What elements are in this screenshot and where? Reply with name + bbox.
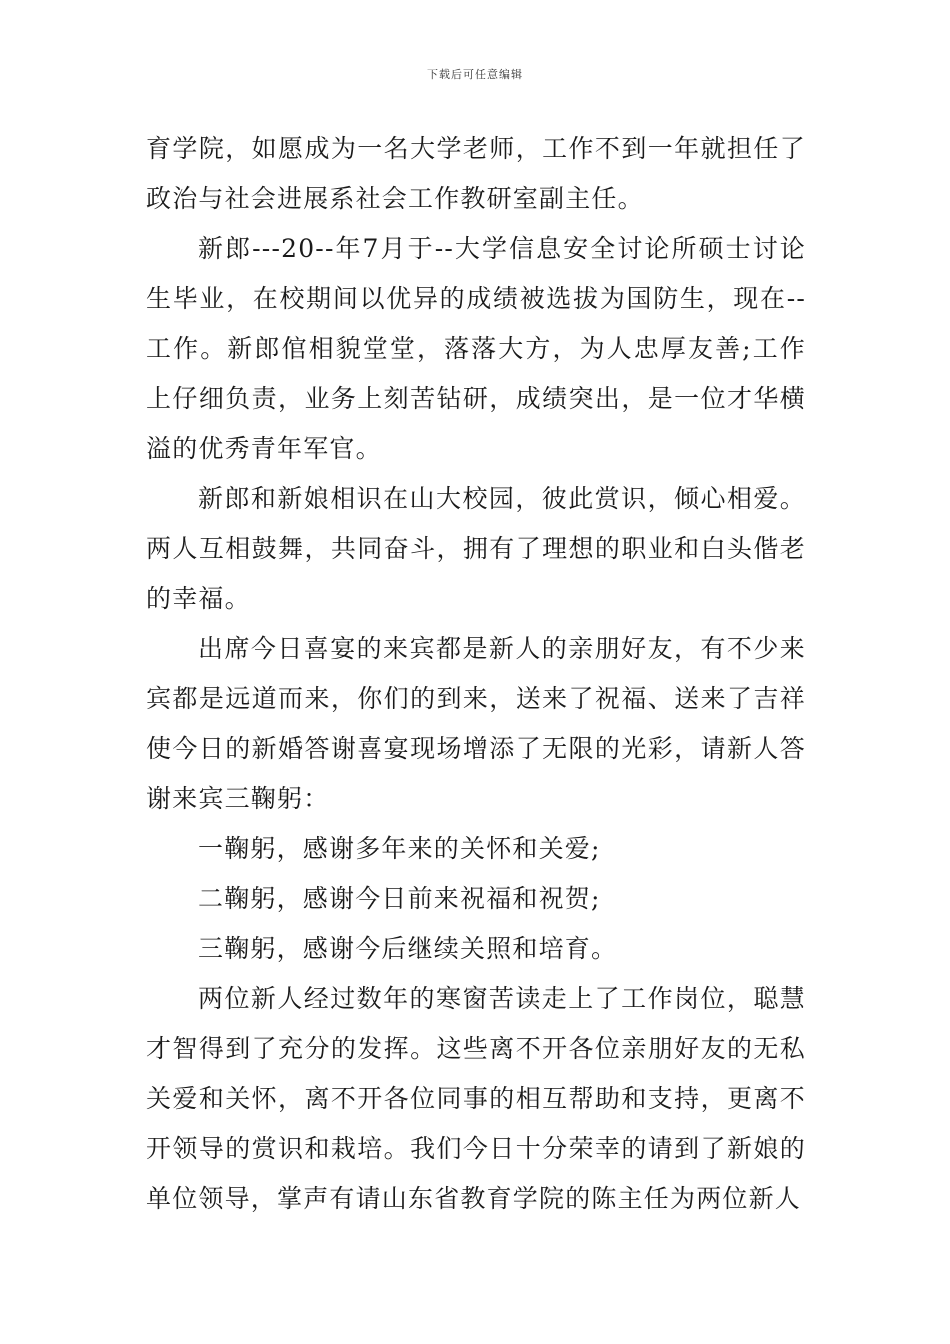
paragraph-third-bow: 三鞠躬，感谢今后继续关照和培育。 <box>198 934 618 963</box>
paragraph-couple-story: 新郎和新娘相识在山大校园，彼此赏识，倾心相爱。两人互相鼓舞，共同奋斗，拥有了理想的职业和白头偕老的幸福。 <box>146 484 806 613</box>
page-header-note: 下载后可任意编辑 <box>427 68 523 81</box>
paragraph-guests-thanks: 出席今日喜宴的来宾都是新人的亲朋好友，有不少来宾都是远道而来，你们的到来，送来了祝福、送来了吉祥使今日的新婚答谢喜宴现场增添了无限的光彩，请新人答谢来宾三鞠躬： <box>146 634 806 813</box>
paragraph-leader-invite: 两位新人经过数年的寒窗苦读走上了工作岗位，聪慧才智得到了充分的发挥。这些离不开各位亲朋好友的无私关爱和关怀，离不开各位同事的相互帮助和支持，更离不开领导的赏识和栽培。我们今日十分荣幸的请到了新娘的单位领导，掌声有请山东省教育学院的陈主任为两位新人 <box>146 984 806 1213</box>
document-body <box>146 124 806 1224</box>
paragraph-continued: 育学院，如愿成为一名大学老师，工作不到一年就担任了政治与社会进展系社会工作教研室副主任。 <box>146 134 806 213</box>
paragraph-second-bow: 二鞠躬，感谢今日前来祝福和祝贺; <box>198 884 601 913</box>
paragraph-groom-intro: 新郎---20--年7月于--大学信息安全讨论所硕士讨论生毕业，在校期间以优异的成绩被选拔为国防生，现在--工作。新郎倌相貌堂堂，落落大方，为人忠厚友善;工作上仔细负责，业务上刻苦钻研，成绩突出，是一位才华横溢的优秀青年军官。 <box>146 234 806 463</box>
paragraph-first-bow: 一鞠躬，感谢多年来的关怀和关爱; <box>198 834 601 863</box>
